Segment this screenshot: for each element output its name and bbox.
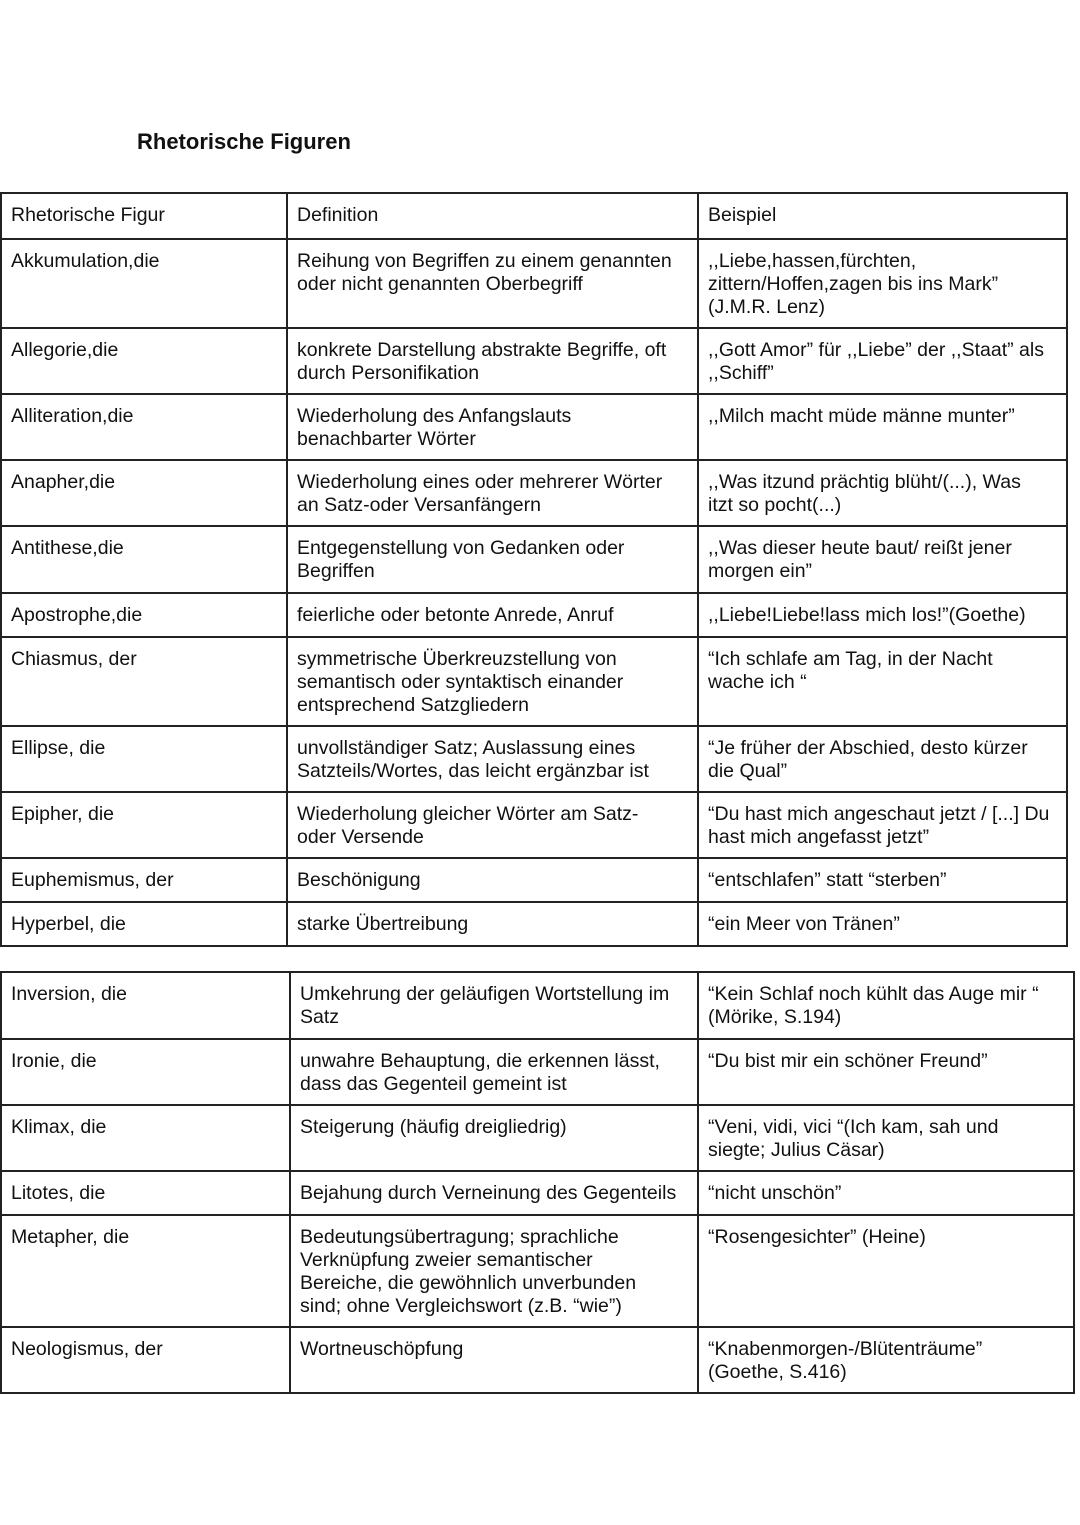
rhetoric-table-2: [0, 971, 1075, 1394]
example-cell: “Veni, vidi, vici “(Ich kam, sah und siegte; Julius Cäsar): [698, 1105, 1074, 1171]
figure-cell: Antithese,die: [1, 526, 287, 593]
rhetoric-table-1: [0, 192, 1068, 947]
header-example: Beispiel: [698, 193, 1067, 239]
table-row: [1, 593, 1067, 637]
example-cell: “Ich schlafe am Tag, in der Nacht wache ich “: [698, 637, 1067, 726]
definition-cell: unvollständiger Satz; Auslassung eines Satzteils/Wortes, das leicht ergänzbar ist: [287, 726, 698, 792]
definition-cell: symmetrische Überkreuzstellung von semantisch oder syntaktisch einander entsprechend Satzgliedern: [287, 637, 698, 726]
definition-cell: konkrete Darstellung abstrakte Begriffe, oft durch Personifikation: [287, 328, 698, 394]
example-cell: ,,Liebe,hassen,fürchten, zittern/Hoffen,zagen bis ins Mark” (J.M.R. Lenz): [698, 239, 1067, 328]
table-row: [1, 972, 1074, 1039]
header-definition: Definition: [287, 193, 698, 239]
figure-cell: Epipher, die: [1, 792, 287, 858]
figure-cell: Litotes, die: [1, 1171, 290, 1215]
figure-cell: Klimax, die: [1, 1105, 290, 1171]
example-cell: “Knabenmorgen-/Blütenträume” (Goethe, S.416): [698, 1327, 1074, 1393]
figure-cell: Chiasmus, der: [1, 637, 287, 726]
definition-cell: Umkehrung der geläufigen Wortstellung im Satz: [290, 972, 698, 1039]
figure-cell: Neologismus, der: [1, 1327, 290, 1393]
example-cell: ,,Was dieser heute baut/ reißt jener morgen ein”: [698, 526, 1067, 593]
example-cell: “Du hast mich angeschaut jetzt / [...] Du hast mich angefasst jetzt”: [698, 792, 1067, 858]
definition-cell: Bedeutungsübertragung; sprachliche Verknüpfung zweier semantischer Bereiche, die gewöhnlich unverbunden sind; ohne Vergleichswort (z.B. “wie”): [290, 1215, 698, 1327]
definition-cell: Wiederholung eines oder mehrerer Wörter an Satz-oder Versanfängern: [287, 460, 698, 526]
example-cell: “Je früher der Abschied, desto kürzer die Qual”: [698, 726, 1067, 792]
table-row: [1, 1105, 1074, 1171]
definition-cell: unwahre Behauptung, die erkennen lässt, dass das Gegenteil gemeint ist: [290, 1039, 698, 1105]
figure-cell: Ellipse, die: [1, 726, 287, 792]
example-cell: “ein Meer von Tränen”: [698, 902, 1067, 946]
definition-cell: starke Übertreibung: [287, 902, 698, 946]
definition-cell: Wiederholung des Anfangslauts benachbarter Wörter: [287, 394, 698, 460]
definition-cell: Entgegenstellung von Gedanken oder Begriffen: [287, 526, 698, 593]
table-row: [1, 1171, 1074, 1215]
definition-cell: Bejahung durch Verneinung des Gegenteils: [290, 1171, 698, 1215]
definition-cell: Beschönigung: [287, 858, 698, 902]
table-row: [1, 1039, 1074, 1105]
table-row: [1, 792, 1067, 858]
figure-cell: Allegorie,die: [1, 328, 287, 394]
example-cell: ,,Was itzund prächtig blüht/(...), Was itzt so pocht(...): [698, 460, 1067, 526]
figure-cell: Euphemismus, der: [1, 858, 287, 902]
table-row: [1, 328, 1067, 394]
definition-cell: Steigerung (häufig dreigliedrig): [290, 1105, 698, 1171]
table-row: [1, 726, 1067, 792]
table-row: [1, 858, 1067, 902]
figure-cell: Ironie, die: [1, 1039, 290, 1105]
figure-cell: Akkumulation,die: [1, 239, 287, 328]
example-cell: “Du bist mir ein schöner Freund”: [698, 1039, 1074, 1105]
figure-cell: Alliteration,die: [1, 394, 287, 460]
table-row: [1, 902, 1067, 946]
example-cell: “nicht unschön”: [698, 1171, 1074, 1215]
table-row: [1, 1327, 1074, 1393]
definition-cell: Reihung von Begriffen zu einem genannten oder nicht genannten Oberbegriff: [287, 239, 698, 328]
example-cell: ,,Liebe!Liebe!lass mich los!”(Goethe): [698, 593, 1067, 637]
example-cell: ,,Milch macht müde männe munter”: [698, 394, 1067, 460]
page-title: Rhetorische Figuren: [137, 129, 351, 154]
figure-cell: Hyperbel, die: [1, 902, 287, 946]
figure-cell: Metapher, die: [1, 1215, 290, 1327]
table-header-row: [1, 193, 1067, 239]
table-row: [1, 239, 1067, 328]
figure-cell: Inversion, die: [1, 972, 290, 1039]
definition-cell: Wiederholung gleicher Wörter am Satz- oder Versende: [287, 792, 698, 858]
table-row: [1, 1215, 1074, 1327]
figure-cell: Anapher,die: [1, 460, 287, 526]
definition-cell: feierliche oder betonte Anrede, Anruf: [287, 593, 698, 637]
example-cell: “Rosengesichter” (Heine): [698, 1215, 1074, 1327]
table-row: [1, 460, 1067, 526]
example-cell: “Kein Schlaf noch kühlt das Auge mir “ (Mörike, S.194): [698, 972, 1074, 1039]
example-cell: “entschlafen” statt “sterben”: [698, 858, 1067, 902]
table-row: [1, 526, 1067, 593]
figure-cell: Apostrophe,die: [1, 593, 287, 637]
table-row: [1, 394, 1067, 460]
header-figure: Rhetorische Figur: [1, 193, 287, 239]
table-row: [1, 637, 1067, 726]
definition-cell: Wortneuschöpfung: [290, 1327, 698, 1393]
example-cell: ,,Gott Amor” für ,,Liebe” der ,,Staat” als ,,Schiff”: [698, 328, 1067, 394]
